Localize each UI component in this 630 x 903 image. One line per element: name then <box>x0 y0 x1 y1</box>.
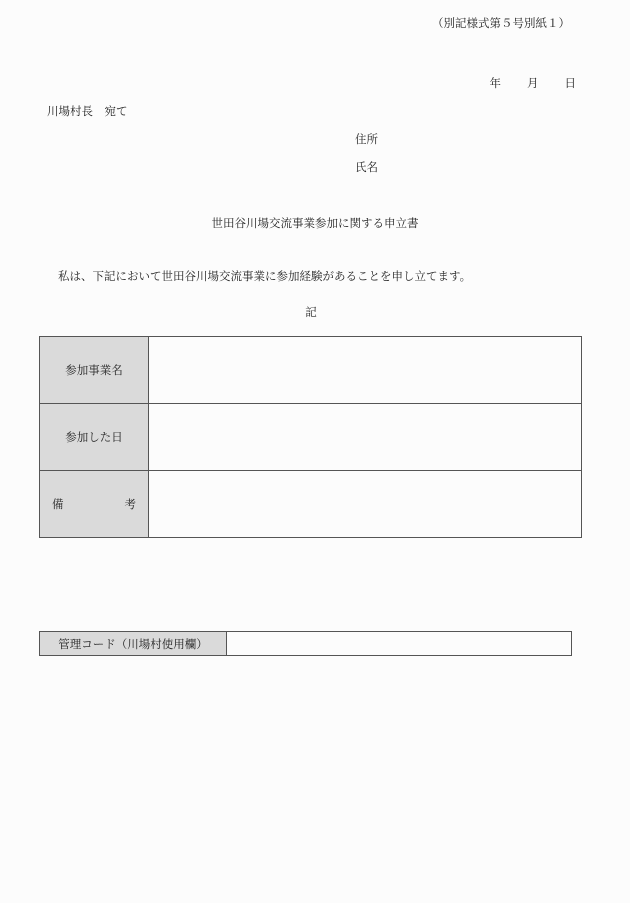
application-table <box>39 336 582 538</box>
remarks-label-right: 考 <box>124 497 136 511</box>
document-title: 世田谷川場交流事業参加に関する申立書 <box>211 216 419 230</box>
ki-label: 記 <box>305 305 317 319</box>
day-label: 日 <box>564 76 576 90</box>
table-row <box>40 337 582 404</box>
name-label: 氏名 <box>355 160 378 174</box>
body-text: 私は、下記において世田谷川場交流事業に参加経験があることを申し立てます。 <box>58 269 472 283</box>
date-line <box>490 76 577 90</box>
admin-code-field[interactable] <box>227 632 572 656</box>
table-row <box>40 471 582 538</box>
table-row <box>40 632 572 656</box>
event-name-label: 参加事業名 <box>40 337 149 404</box>
addressee: 川場村長 宛て <box>47 104 128 118</box>
address-label: 住所 <box>355 132 378 146</box>
admin-code-label: 管理コード（川場村使用欄） <box>40 632 227 656</box>
table-row <box>40 404 582 471</box>
remarks-label <box>40 471 149 538</box>
form-number: （別記様式第５号別紙１） <box>432 16 570 30</box>
remarks-label-left: 備 <box>52 497 64 511</box>
remarks-field[interactable] <box>149 471 582 538</box>
event-name-field[interactable] <box>149 337 582 404</box>
month-label: 月 <box>527 76 539 90</box>
participation-date-field[interactable] <box>149 404 582 471</box>
year-label: 年 <box>489 76 501 90</box>
admin-code-table <box>39 631 572 656</box>
participation-date-label: 参加した日 <box>40 404 149 471</box>
